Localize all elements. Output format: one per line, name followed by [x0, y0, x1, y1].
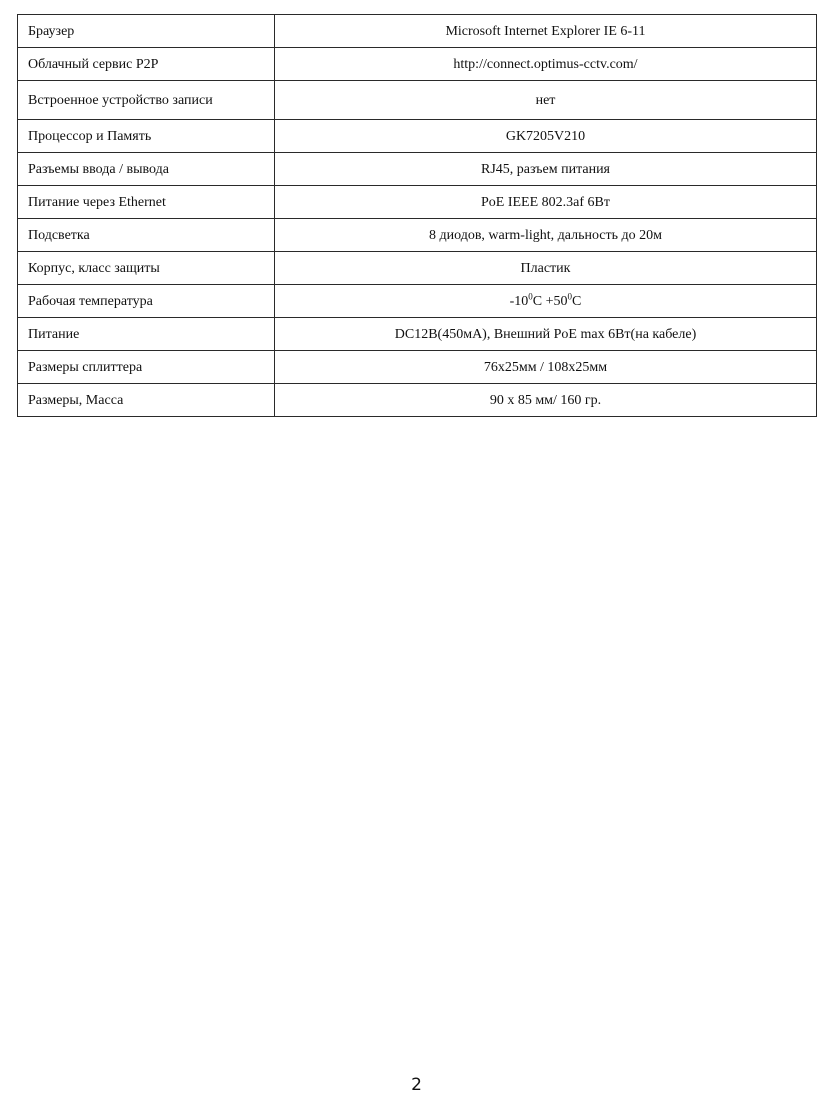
- row-label: Браузер: [18, 15, 275, 48]
- row-value: GK7205V210: [275, 120, 817, 153]
- row-label: Встроенное устройство записи: [18, 81, 275, 120]
- table-row: [18, 252, 817, 285]
- row-value: RJ45, разъем питания: [275, 153, 817, 186]
- table-row: [18, 351, 817, 384]
- row-value: нет: [275, 81, 817, 120]
- row-value: 76х25мм / 108х25мм: [275, 351, 817, 384]
- degree-superscript: 0: [528, 290, 533, 301]
- degree-superscript: 0: [567, 290, 573, 301]
- row-value: 8 диодов, warm-light, дальность до 20м: [275, 219, 817, 252]
- table-row: [18, 120, 817, 153]
- table-row: [18, 186, 817, 219]
- spec-table: [17, 14, 817, 417]
- row-label: Подсветка: [18, 219, 275, 252]
- row-label: Разъемы ввода / вывода: [18, 153, 275, 186]
- table-row: [18, 153, 817, 186]
- row-value: Microsoft Internet Explorer IE 6-11: [275, 15, 817, 48]
- row-value: 90 х 85 мм/ 160 гр.: [275, 384, 817, 417]
- row-label: Облачный сервис P2P: [18, 48, 275, 81]
- table-row: [18, 48, 817, 81]
- temperature-max-value: C +50: [532, 293, 568, 309]
- row-label: Размеры, Масса: [18, 384, 275, 417]
- row-label: Процессор и Память: [18, 120, 275, 153]
- table-row: [18, 318, 817, 351]
- page-number: 2: [411, 1075, 422, 1095]
- table-row: [18, 219, 817, 252]
- row-value: PoE IEEE 802.3af 6Вт: [275, 186, 817, 219]
- row-label: Рабочая температура: [18, 285, 275, 318]
- row-label: Размеры сплиттера: [18, 351, 275, 384]
- row-value: http://connect.optimus-cctv.com/: [275, 48, 817, 81]
- table-row: [18, 15, 817, 48]
- row-value: Пластик: [275, 252, 817, 285]
- row-value: DC12В(450мА), Внешний PoE max 6Вт(на кабеле): [275, 318, 817, 351]
- table-row: [18, 384, 817, 417]
- temperature-unit: C: [572, 293, 582, 309]
- table-row: [18, 81, 817, 120]
- table-row: [18, 285, 817, 318]
- temperature-min-value: -10: [509, 293, 529, 309]
- row-value-temperature: [275, 285, 817, 318]
- row-label: Питание: [18, 318, 275, 351]
- row-label: Питание через Ethernet: [18, 186, 275, 219]
- row-label: Корпус, класс защиты: [18, 252, 275, 285]
